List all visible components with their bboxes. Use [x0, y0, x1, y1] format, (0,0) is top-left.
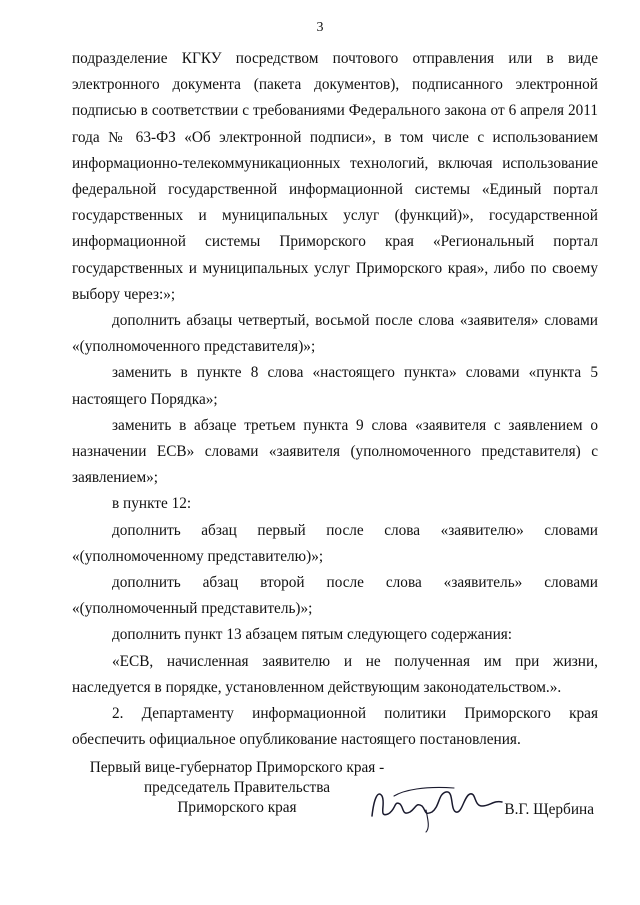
paragraph-2: дополнить абзацы четвертый, восьмой после слова «заявителя» словами «(уполномоченного представителя)»;: [72, 312, 598, 356]
signatory-title-line-1: Первый вице-губернатор Приморского края -: [89, 759, 385, 776]
signatory-title-line-2: председатель Правительства: [143, 779, 331, 796]
paragraph-7: дополнить абзац второй после слова «заявитель» словами «(уполномоченный представитель)»;: [72, 574, 598, 618]
signatory-title-line-3: Приморского края: [177, 799, 297, 816]
document-body: [72, 46, 598, 753]
paragraph-3: заменить в пункте 8 слова «настоящего пункта» словами «пункта 5 настоящего Порядка»;: [72, 364, 598, 408]
paragraph-9: «ЕСВ, начисленная заявителю и не полученная им при жизни, наследуется в порядке, установленном действующим законодательством.».: [72, 652, 598, 696]
signatory-name: В.Г. Щербина: [504, 801, 594, 818]
paragraph-8: дополнить пункт 13 абзацем пятым следующего содержания:: [112, 626, 513, 644]
paragraph-5: в пункте 12:: [112, 495, 192, 513]
paragraph-4: заменить в абзаце третьем пункта 9 слова «заявителя с заявлением о назначении ЕСВ» словами «заявителя (уполномоченного представителя) с заявлением»;: [72, 416, 598, 487]
paragraph-1: подразделение КГКУ посредством почтового отправления или в виде электронного документа (пакета документов), подписанного электронной подписью в соответствии с требованиями Федерального закона от 6 апреля 2011 года № 63-ФЗ «Об электронной подписи», в том числе с использованием информационно-телекоммуникационных технологий, включая использование федеральной государственной информационной системы «Единый портал государственных и муниципальных услуг (функций)», государственной информационной системы Приморского края «Региональный портал государственных и муниципальных услуг Приморского края», либо по своему выбору через:»;: [72, 50, 598, 303]
paragraph-6: дополнить абзац первый после слова «заявителю» словами «(уполномоченному представителю)»;: [72, 521, 598, 565]
signature-block: [72, 758, 598, 838]
handwritten-signature: [364, 776, 514, 836]
page-number: 3: [316, 20, 324, 35]
signatory-title: [72, 758, 402, 818]
paragraph-10: 2. Департаменту информационной политики Приморского края обеспечить официальное опубликование настоящего постановления.: [72, 705, 598, 749]
